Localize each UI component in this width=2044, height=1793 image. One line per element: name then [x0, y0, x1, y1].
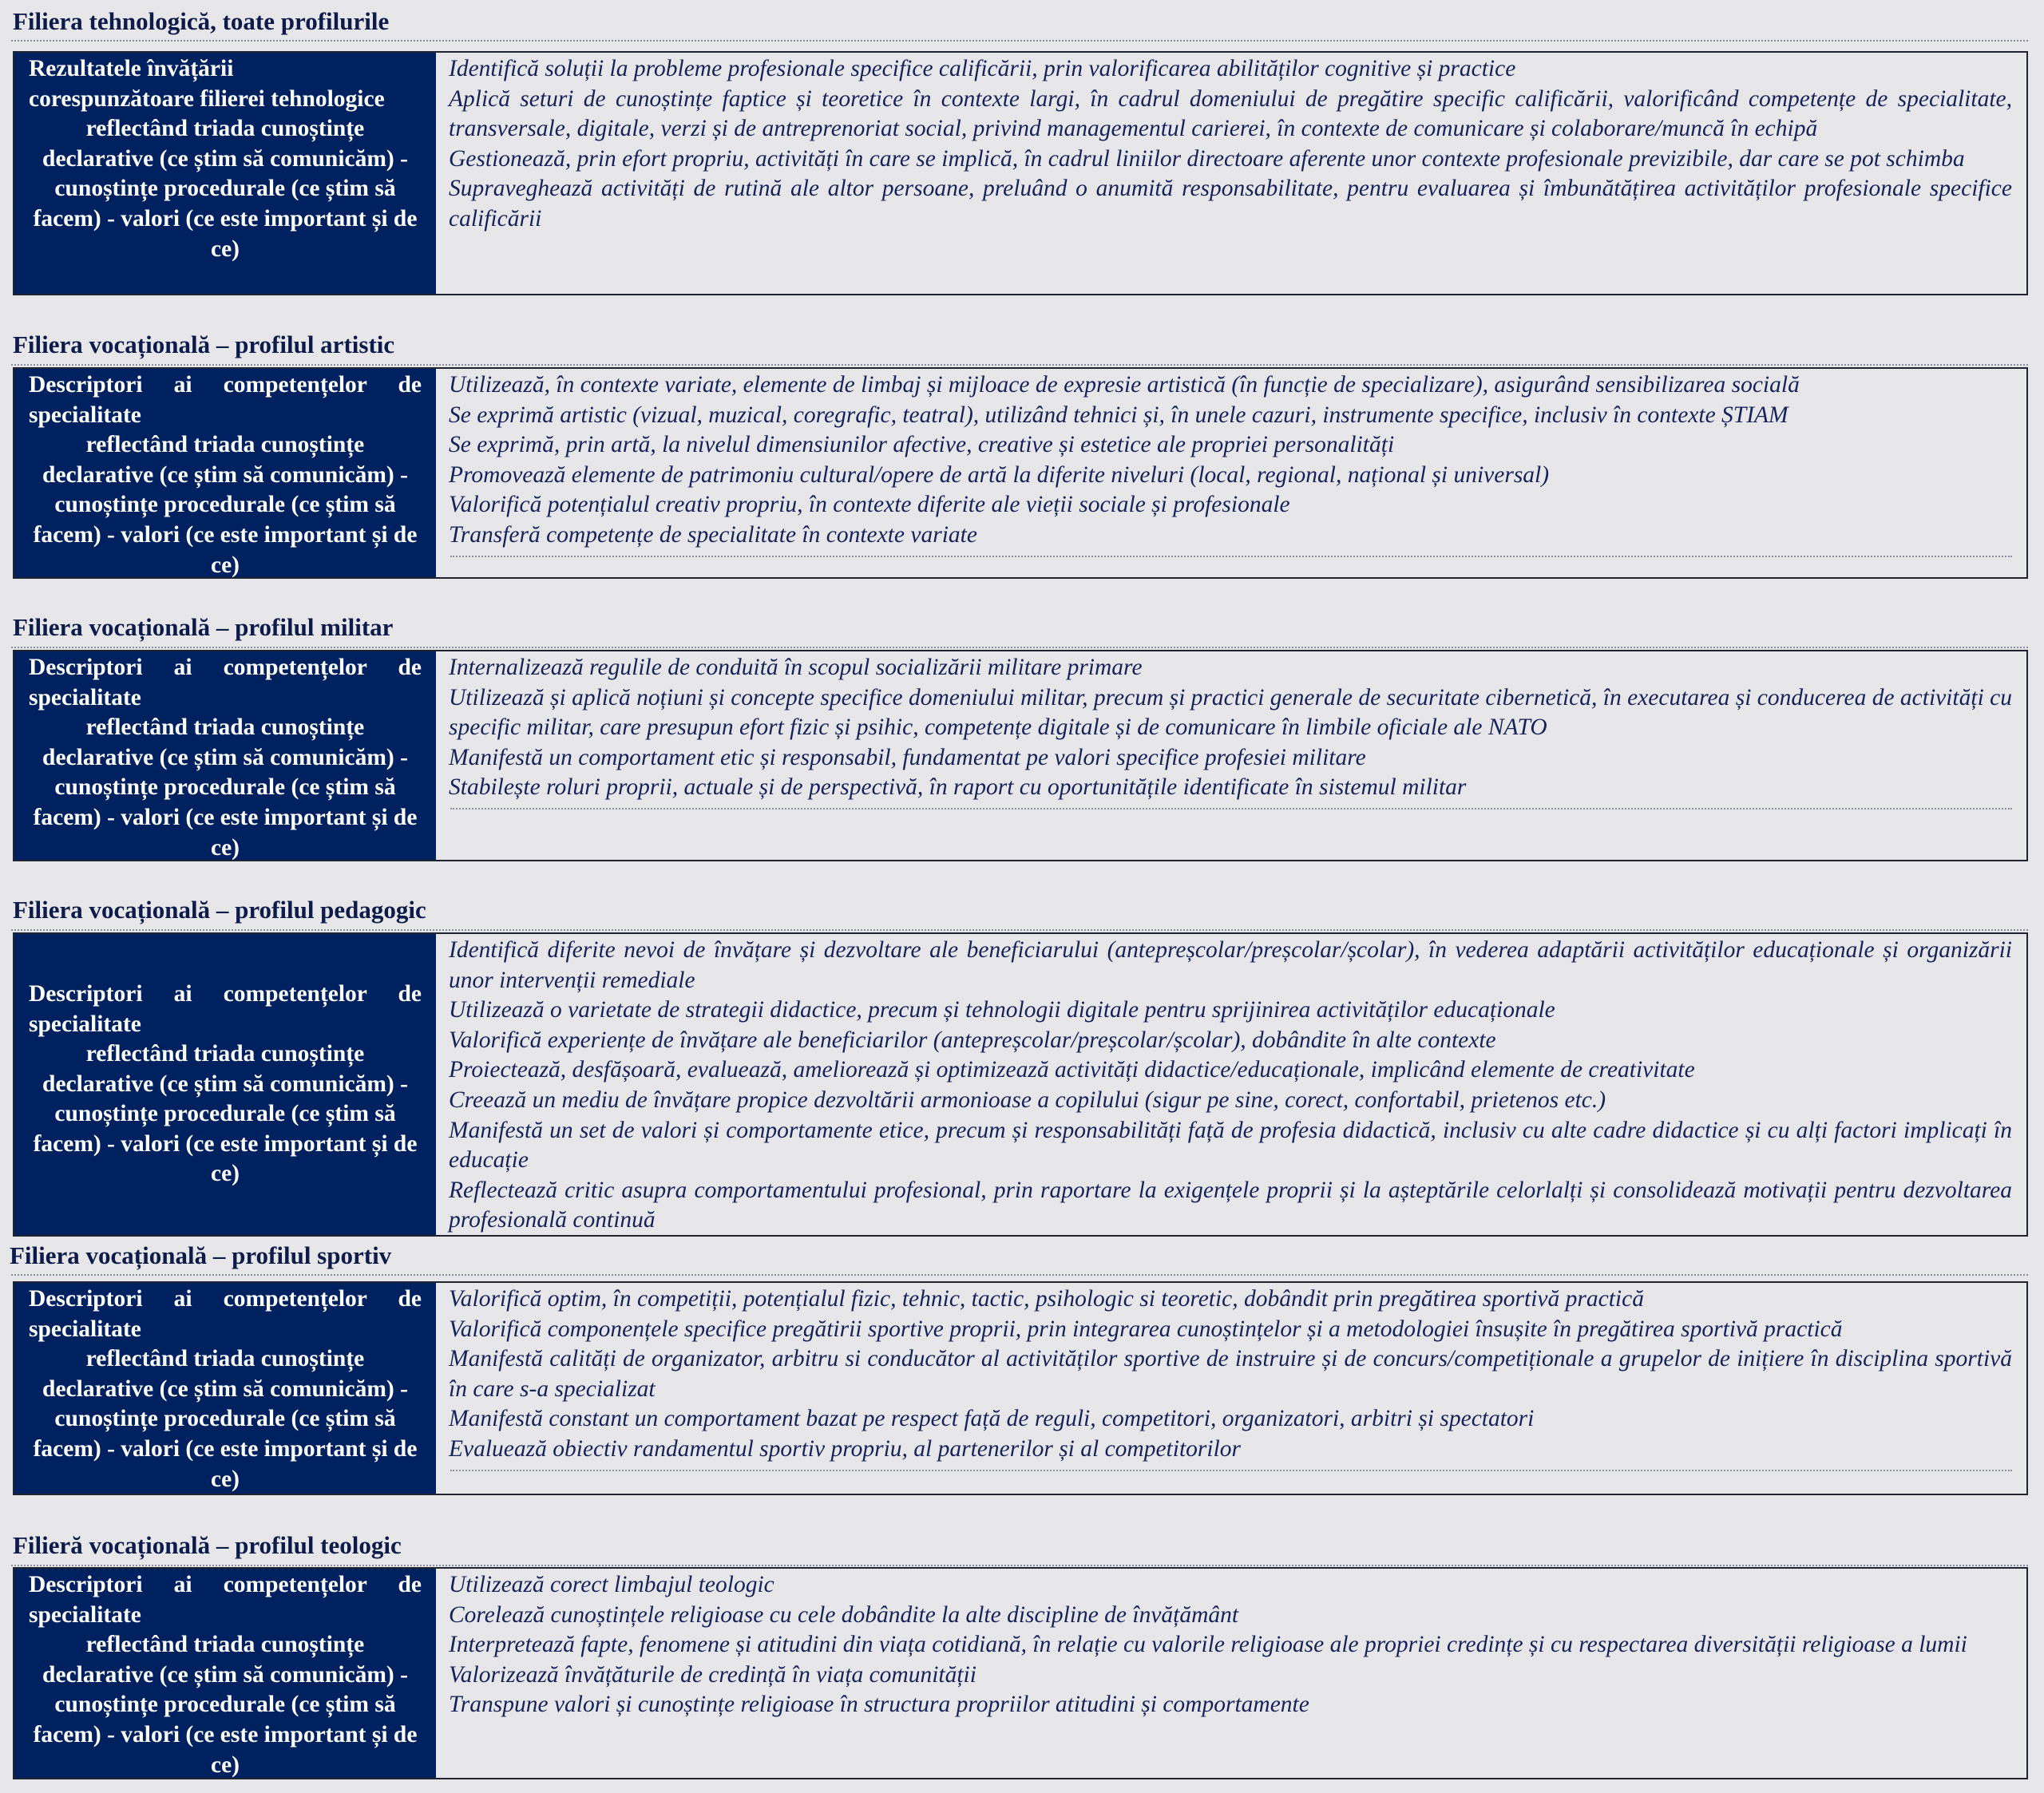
title-divider: [11, 1565, 2028, 1566]
section-table: [13, 932, 2028, 1237]
section-title: Filiera vocațională – profilul sportiv: [10, 1241, 392, 1269]
descriptor-triad: reflectând triada cunoștințe declarative (ce știm să comunicăm) - cunoștințe procedurale (ce știm să facem) - valori (ce este important și de ce): [33, 1346, 418, 1492]
left-descriptor-cell: [14, 1569, 436, 1778]
descriptor-triad: reflectând triada cunoștințe declarative (ce știm să comunicăm) - cunoștințe procedurale (ce știm să facem) - valori (ce este important și de ce): [33, 1041, 418, 1187]
competence-item: Manifestă constant un comportament bazat pe respect față de reguli, competitori, organizatori, arbitri și spectatori: [449, 1406, 1535, 1432]
competence-item: Proiectează, desfășoară, evaluează, ameliorează și optimizează activități didactice/educaționale, implicând elemente de creativitate: [449, 1057, 1695, 1083]
section-table: [13, 367, 2028, 579]
row-divider: [450, 808, 2012, 809]
section-table: [13, 650, 2028, 861]
competence-item: Utilizează corect limbajul teologic: [449, 1572, 774, 1597]
descriptor-line: specialitate: [29, 1011, 141, 1037]
title-divider: [11, 1274, 2028, 1276]
competence-item: Valorifică potențialul creativ propriu, în contexte diferite ale vieții sociale și profesionale: [449, 492, 1290, 518]
competence-item: Aplică seturi de cunoștințe faptice și teoretice în contexte largi, în cadrul domeniului de pregătire specific calificării, valorificând competențe de specialitate, transversale, digitale, verzi și de antreprenoriat social, privind managementul carierei, în contexte de comunicare și colaborare/muncă în echipă: [449, 85, 2012, 142]
competence-list: [436, 53, 2026, 294]
descriptor-triad: reflectând triada cunoștințe declarative (ce știm să comunicăm) - cunoștințe procedurale (ce știm să facem) - valori (ce este important și de ce): [33, 432, 418, 578]
title-divider: [11, 364, 2028, 366]
competence-item: Reflectează critic asupra comportamentului profesional, prin raportare la exigențele proprii și la așteptările celorlalți și consolidează motivații pentru dezvoltarea profesională continuă: [449, 1177, 2012, 1233]
competence-item: Interpretează fapte, fenomene și atitudini din viața cotidiană, în relație cu valorile religioase ale propriei credințe și cu respectarea diversității religioase a lumii: [449, 1632, 1967, 1658]
row-divider: [450, 1470, 2012, 1471]
descriptor-line: specialitate: [29, 402, 141, 428]
competence-list: [436, 1569, 2026, 1778]
competence-item: Valorifică optim, în competiții, potențialul fizic, tehnic, tactic, psihologic si teoretic, dobândit prin pregătirea sportivă practică: [449, 1286, 1644, 1312]
competence-list: [436, 1283, 2026, 1494]
descriptor-triad: reflectând triada cunoștințe declarative (ce știm să comunicăm) - cunoștințe procedurale (ce știm să facem) - valori (ce este important și de ce): [33, 116, 418, 262]
descriptor-line: Rezultatele învățării: [29, 56, 234, 81]
descriptor-line: Descriptori ai competențelor de: [29, 655, 422, 680]
competence-list: [436, 651, 2026, 860]
section-title: Filiera vocațională – profilul artistic: [13, 330, 395, 358]
left-descriptor-cell: [14, 53, 436, 294]
competence-item: Transferă competențe de specialitate în contexte variate: [449, 521, 977, 548]
competence-item: Transpune valori și cunoștințe religioase în structura propriilor atitudini și comportamente: [449, 1692, 1309, 1718]
competence-item: Promovează elemente de patrimoniu cultural/opere de artă la diferite niveluri (local, regional, național și universal): [449, 461, 1550, 488]
descriptor-line: Descriptori ai competențelor de: [29, 1572, 422, 1597]
section-title: Filiera vocațională – profilul pedagogic: [13, 896, 426, 924]
competence-item: Manifestă un set de valori și comportamente etice, precum și responsabilități față de profesia didactică, inclusiv cu alte cadre didactice și cu alți factori implicați în educație: [449, 1117, 2012, 1174]
descriptor-line: Descriptori ai competențelor de: [29, 372, 422, 398]
competence-item: Manifestă calități de organizator, arbitru si conducător al activităților sportive de instruire și de concurs/competiționale a grupelor de inițiere în disciplina sportivă în care s-a specializat: [449, 1346, 2012, 1402]
section-title: Filiera tehnologică, toate profilurile: [13, 7, 390, 35]
competence-item: Se exprimă, prin artă, la nivelul dimensiunilor afective, creative și estetice ale propriei personalități: [449, 432, 1395, 458]
descriptor-line: specialitate: [29, 684, 141, 710]
competence-item: Stabilește roluri proprii, actuale și de perspectivă, în raport cu oportunitățile identificate în sistemul militar: [449, 774, 1467, 801]
descriptor-line: specialitate: [29, 1316, 141, 1342]
descriptor-line: Descriptori ai competențelor de: [29, 980, 422, 1007]
competence-item: Utilizează o varietate de strategii didactice, precum și tehnologii digitale pentru sprijinirea activităților educaționale: [449, 997, 1555, 1023]
left-descriptor-cell: [14, 934, 436, 1235]
title-divider: [11, 647, 2028, 648]
title-divider: [11, 929, 2028, 931]
row-divider: [450, 556, 2012, 557]
competence-item: Utilizează și aplică noțiuni și concepte specifice domeniului militar, precum și practici generale de securitate cibernetică, în executarea și conducerea de activități cu specific militar, care presupun efort fizic și psihic, competențe digitale și de comunicare în limbile oficiale ale NATO: [449, 684, 2012, 741]
competence-item: Identifică diferite nevoi de învățare și dezvoltare ale beneficiarului (antepreșcolar/preșcolar/școlar), în vederea adaptării activităților educaționale și organizării unor intervenții remediale: [449, 937, 2012, 993]
competence-item: Corelează cunoștințele religioase cu cele dobândite la alte discipline de învățământ: [449, 1601, 1239, 1628]
competence-item: Identifică soluții la probleme profesionale specifice calificării, prin valorificarea abilităților cognitive și practice: [449, 56, 1516, 81]
left-descriptor-cell: [14, 369, 436, 577]
competence-item: Manifestă un comportament etic și responsabil, fundamentat pe valori specifice profesiei militare: [449, 744, 1366, 770]
competence-item: Valorifică componențele specifice pregătirii sportive proprii, prin integrarea cunoștințelor și a metodologiei însușite în pregătirea sportivă practică: [449, 1316, 1843, 1342]
competence-list: [436, 369, 2026, 577]
left-descriptor-cell: [14, 651, 436, 860]
section-table: [13, 1567, 2028, 1779]
competence-list: [436, 934, 2026, 1235]
competence-item: Creează un mediu de învățare propice dezvoltării armonioase a copilului (sigur pe sine, corect, confortabil, prietenos etc.): [449, 1086, 1606, 1113]
descriptor-line: corespunzătoare filierei tehnologice: [29, 85, 385, 112]
section-table: [13, 51, 2028, 295]
descriptor-line: Descriptori ai competențelor de: [29, 1286, 422, 1312]
competence-item: Internalizează regulile de conduită în scopul socializării militare primare: [449, 655, 1143, 680]
descriptor-triad: reflectând triada cunoștințe declarative (ce știm să comunicăm) - cunoștințe procedurale (ce știm să facem) - valori (ce este important și de ce): [33, 714, 418, 861]
left-descriptor-cell: [14, 1283, 436, 1494]
title-divider: [11, 40, 2028, 42]
competence-item: Valorizează învățăturile de credință în viața comunității: [449, 1661, 976, 1688]
competence-item: Supraveghează activități de rutină ale altor persoane, preluând o anumită responsabilitate, pentru evaluarea și îmbunătățirea activităților profesionale specifice calificării: [449, 176, 2012, 232]
competence-item: Valorifică experiențe de învățare ale beneficiarilor (antepreșcolar/preșcolar/școlar), dobândite în alte contexte: [449, 1027, 1496, 1053]
section-table: [13, 1281, 2028, 1495]
competence-item: Utilizează, în contexte variate, elemente de limbaj și mijloace de expresie artistică (în funcție de specializare), asigurând sensibilizarea socială: [449, 372, 1800, 398]
competence-item: Evaluează obiectiv randamentul sportiv propriu, al partenerilor și al competitorilor: [449, 1435, 1241, 1462]
descriptor-line: specialitate: [29, 1601, 141, 1628]
competence-item: Gestionează, prin efort propriu, activități în care se implică, în cadrul liniilor directoare aferente unor contexte profesionale previzibile, dar care se pot schimba: [449, 145, 1965, 172]
section-title: Filiera vocațională – profilul militar: [13, 613, 394, 641]
descriptor-triad: reflectând triada cunoștințe declarative (ce știm să comunicăm) - cunoștințe procedurale (ce știm să facem) - valori (ce este important și de ce): [33, 1632, 418, 1778]
competence-item: Se exprimă artistic (vizual, muzical, coregrafic, teatral), utilizând tehnici și, în unele cazuri, instrumente specifice, inclusiv în contexte ȘTIAM: [449, 402, 1788, 428]
section-title: Filieră vocațională – profilul teologic: [13, 1531, 402, 1559]
